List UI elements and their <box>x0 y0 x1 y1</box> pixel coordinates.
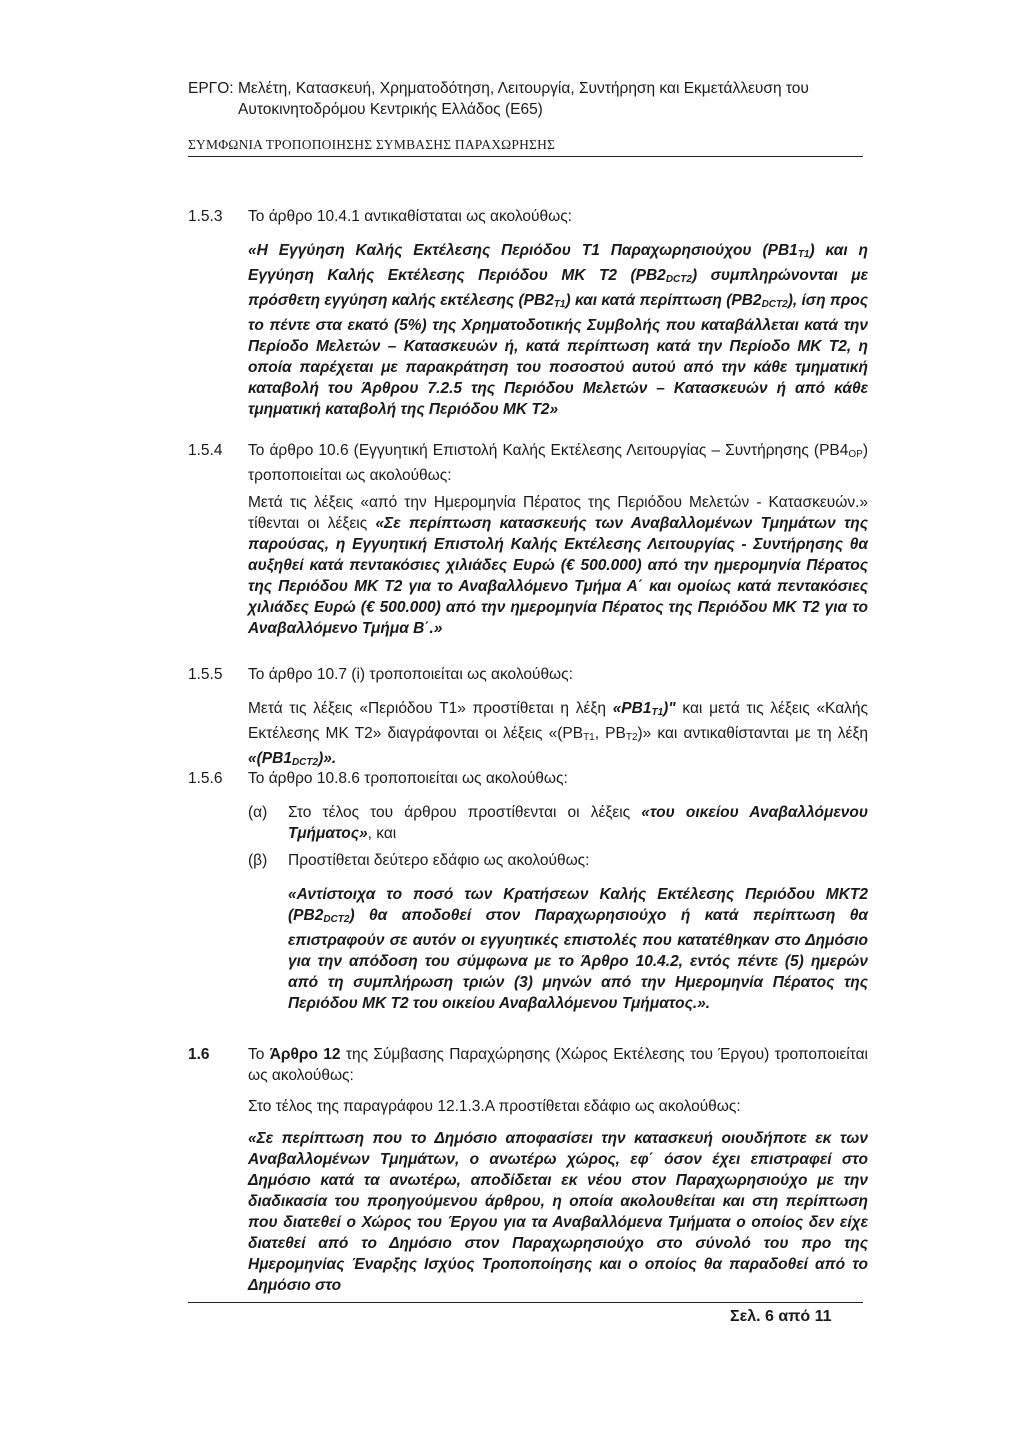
item-text <box>288 802 868 844</box>
subscript: DCT2 <box>323 914 350 925</box>
quote-text: ) συμπληρώνονται με πρόσθετη εγγύηση καλής εκτέλεσης (PB2 <box>248 267 868 309</box>
quote-text: «Η Εγγύηση Καλής Εκτέλεσης Περιόδου Τ1 Παραχωρησιούχου (PB1 <box>248 242 798 259</box>
project-title <box>238 78 868 120</box>
section-number: 1.5.4 <box>188 442 223 459</box>
section-number: 1.5.5 <box>188 666 223 683</box>
page-number: Σελ. 6 από 11 <box>730 1308 832 1325</box>
intro-text: ) τροποποιείται ως ακολούθως: <box>248 442 868 484</box>
subscript: T1 <box>651 707 664 718</box>
header-divider <box>188 156 863 157</box>
quote-text: «Σε περίπτωση κατασκευής των Αναβαλλομένων Τμημάτων της παρούσας, η Εγγυητική Επιστολή Καλής Εκτέλεσης Λειτουργίας - Συντήρησης θα αυξηθεί κατά πεντακόσιες χιλιάδες Ευρώ (€ 500.000) από την ημερομηνία Πέρατος της Περιόδου ΜΚ Τ2 για το Αναβαλλόμενο Τμήμα Α΄ και ομοίως κατά πεντακόσιες χιλιάδες Ευρώ (€ 500.000) από την ημερομηνία Πέρατος της Περιόδου ΜΚ Τ2 για το Αναβαλλόμενο Τμήμα Β΄.» <box>248 515 869 637</box>
quote-text: ) θα αποδοθεί στον Παραχωρησιούχο ή κατά περίπτωση θα επιστραφούν σε αυτόν οι εγγυητικές επιστολές που κατατέθηκαν στο Δημόσιο για την απόδοση του σύμφωνα με το Άρθρο 10.4.2, εντός πέντε (5) ημερών από τη συμπλήρωση τριών (3) μηνών από την Ημερομηνία Πέρατος της Περιόδου ΜΚ Τ2 του οικείου Αναβαλλόμενου Τμήματος.». <box>288 907 868 1012</box>
paragraph-1-5-4 <box>248 492 868 639</box>
subscript: DCT2 <box>291 757 319 768</box>
section-1-5-4 <box>188 440 868 486</box>
section-intro <box>248 1044 868 1086</box>
item-a <box>248 802 868 844</box>
header <box>188 78 868 120</box>
section-number: 1.6 <box>188 1046 210 1063</box>
subscript: T2 <box>625 732 638 743</box>
subscript: T1 <box>553 299 566 310</box>
subscript: OP <box>848 449 863 460</box>
quote-text: ) και η Εγγύηση Καλής Εκτέλεσης Περιόδου ΜΚ Τ2 (PB2 <box>248 242 868 284</box>
section-1-6 <box>188 1044 868 1086</box>
section-intro <box>248 440 868 486</box>
intro-emphasis: Άρθρο 12 <box>269 1046 341 1063</box>
subscript: T1 <box>583 732 595 743</box>
quote-text: «Αντίστοιχα το ποσό των Κρατήσεων Καλής Εκτέλεσης Περιόδου ΜΚΤ2 (PB2 <box>288 886 868 924</box>
quote-1-6: «Σε περίπτωση που το Δημόσιο αποφασίσει την κατασκευή οιουδήποτε εκ των Αναβαλλομένων Τμημάτων, ο ανωτέρω χώρος, εφ΄ όσον έχει επιστραφεί στο Δημόσιο κατά τα ανωτέρω, αποδίδεται εκ νέου στον Παραχωρησιούχο με την διαδικασία του προηγούμενου άρθρου, η οποία ακολουθείται και στη περίπτωση που διατεθεί ο Χώρος του Έργου για τα Αναβαλλόμενα Τμήματα ο οποίος δεν είχε διατεθεί από το Δημόσιο στον Παραχωρησιούχο στο σύνολό του προ της Ημερομηνίας Έναρξης Ισχύος Τροποποίησης και ο οποίος θα παραδοθεί από το Δημόσιο στο <box>248 1130 868 1294</box>
item-text-plain: Στο τέλος του άρθρου προστίθενται οι λέξεις <box>288 804 642 821</box>
paragraph-text: , PB <box>594 725 626 742</box>
project-title-line2: Αυτοκινητοδρόμου Κεντρικής Ελλάδος (Ε65) <box>238 101 543 118</box>
project-title-line1: Μελέτη, Κατασκευή, Χρηματοδότηση, Λειτουργία, Συντήρηση και Εκμετάλλευση του <box>238 80 809 97</box>
section-1-5-5 <box>188 664 868 685</box>
paragraph-text: )» και αντικαθίστανται με τη λέξη <box>637 725 869 742</box>
section-number: 1.5.3 <box>188 208 223 225</box>
section-intro: Το άρθρο 10.4.1 αντικαθίσταται ως ακολούθως: <box>248 208 572 225</box>
section-1-5-6 <box>188 768 868 789</box>
section-intro: Το άρθρο 10.8.6 τροποποιείται ως ακολούθως: <box>248 770 568 787</box>
quote-1-5-6 <box>288 884 868 1014</box>
quote-text: ), ίση προς το πέντε στα εκατό (5%) της Χρηματοδοτικής Συμβολής που καταβάλλεται κατά την Περίοδο Μελετών – Κατασκευών ή, κατά περίπτωση κατά την Περίοδο ΜΚ Τ2, η οποία παρέχεται με παρακράτηση του ποσοστού αυτού από την κάθε τμηματική καταβολή του Άρθρου 7.2.5 της Περιόδου Μελετών – Κατασκευών ή από κάθε τμηματική καταβολή της Περιόδου ΜΚ Τ2» <box>248 292 869 418</box>
intro-text: Το <box>248 1046 270 1063</box>
item-b <box>248 850 868 871</box>
quote-text: «(PB1 <box>248 750 292 767</box>
intro-text: της Σύμβασης Παραχώρησης (Χώρος Εκτέλεσης του Έργου) τροποποιείται ως ακολούθως: <box>248 1046 868 1084</box>
item-text-plain: , και <box>367 825 397 842</box>
quote-text: ) και κατά περίπτωση (PB2 <box>565 292 762 309</box>
footer-divider <box>188 1302 863 1303</box>
quote-text: )" <box>663 700 676 717</box>
paragraph-text: και μετά τις λέξεις «Καλής Εκτέλεσης ΜΚ Τ2» διαγράφονται οι λέξεις «(PB <box>248 700 868 742</box>
quote-1-5-3 <box>248 240 868 420</box>
subscript: DCT2 <box>665 274 692 285</box>
agreement-title: ΣΥΜΦΩΝΙΑ ΤΡΟΠΟΠΟΙΗΣΗΣ ΣΥΜΒΑΣΗΣ ΠΑΡΑΧΩΡΗΣΗΣ <box>188 137 556 152</box>
item-text-emphasis: «του οικείου Αναβαλλόμενου Τμήματος» <box>288 804 868 842</box>
section-intro: Το άρθρο 10.7 (i) τροποποιείται ως ακολούθως: <box>248 666 573 683</box>
section-number: 1.5.6 <box>188 770 223 787</box>
paragraph-1-5-5 <box>248 698 868 773</box>
subscript: DCT2 <box>761 299 788 310</box>
item-text: Προστίθεται δεύτερο εδάφιο ως ακολούθως: <box>288 852 590 869</box>
section-1-5-3 <box>188 206 868 227</box>
paragraph-text: Μετά τις λέξεις «Περιόδου Τ1» προστίθεται η λέξη <box>248 700 613 717</box>
paragraph-1-6: Στο τέλος της παραγράφου 12.1.3.Α προστίθεται εδάφιο ως ακολούθως: <box>248 1098 741 1115</box>
quote-text: «PB1 <box>612 700 652 717</box>
paragraph-text: Μετά τις λέξεις «από την Ημερομηνία Πέρατος της Περιόδου Μελετών - Κατασκευών.» τίθενται οι λέξεις <box>248 494 868 532</box>
item-label: (α) <box>248 804 268 821</box>
item-label: (β) <box>248 852 268 869</box>
quote-text: )». <box>318 750 337 767</box>
project-label: ΕΡΓΟ: <box>188 80 234 97</box>
intro-text: Το άρθρο 10.6 (Εγγυητική Επιστολή Καλής Εκτέλεσης Λειτουργίας – Συντήρησης (PB4 <box>248 442 849 459</box>
subscript: T1 <box>797 249 810 260</box>
